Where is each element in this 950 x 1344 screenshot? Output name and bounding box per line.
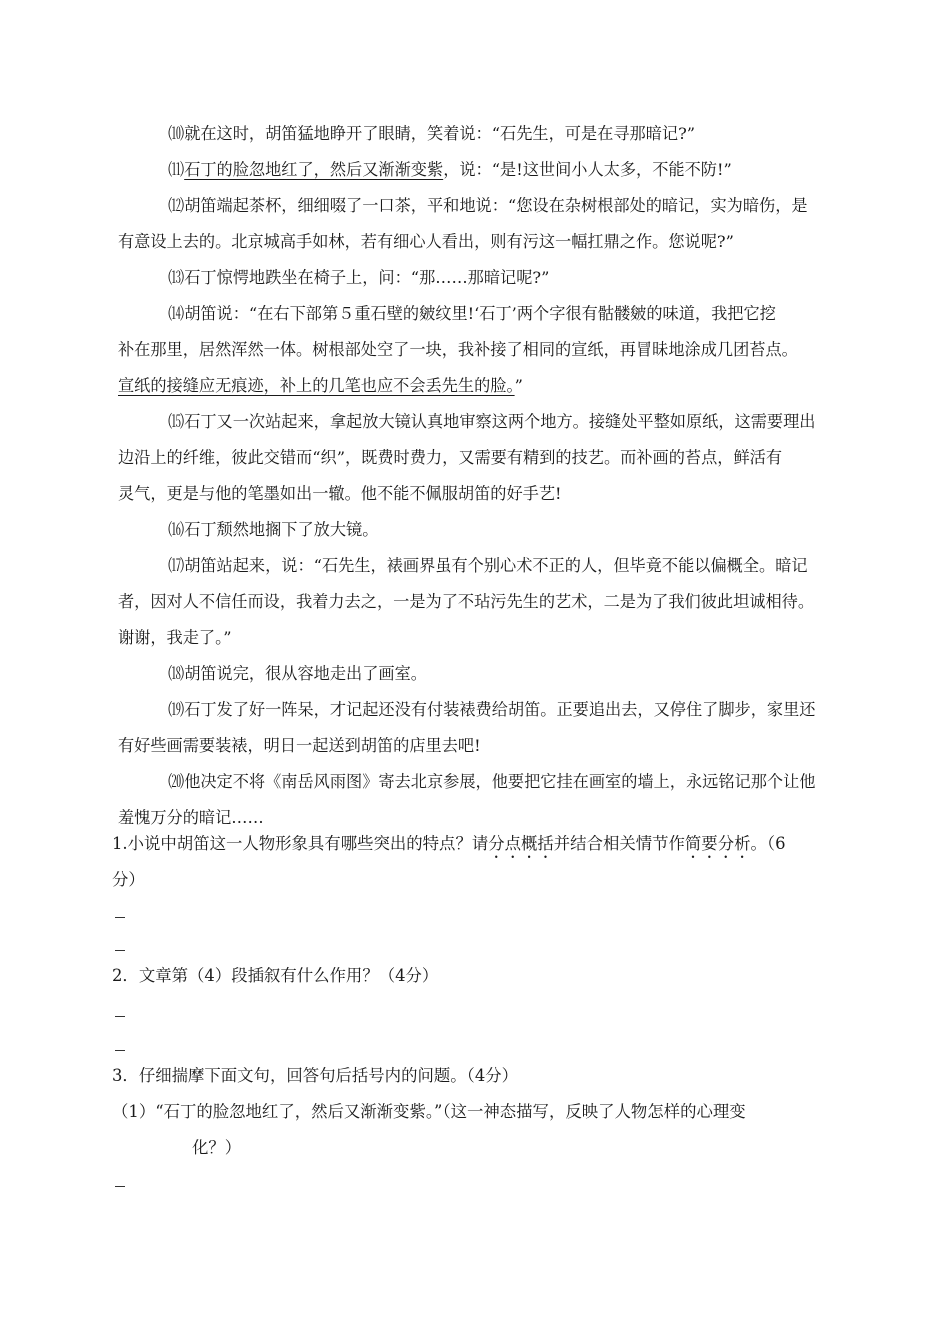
paragraph-text: 石丁又一次站起来，拿起放大镜认真地审察这两个地方。接缝处平整如原纸，这需要理出 — [184, 412, 816, 431]
question-text: 1.小说中胡笛这一人物形象具有哪些突出的特点？请 — [112, 834, 489, 853]
answer-blank[interactable] — [115, 917, 125, 918]
paragraph-text: 胡笛站起来，说：“石先生，裱画界虽有个别心术不正的人，但毕竟不能以偏概全。暗记 — [184, 556, 808, 575]
paragraph-text: 胡笛端起茶杯，细细啜了一口茶，平和地说：“您设在杂树根部处的暗记，实为暗伤，是 — [184, 196, 808, 215]
paragraph-20 — [0, 764, 950, 800]
paragraph-15-cont: 边沿上的纤维，彼此交错而“织”，既费时费力，又需要有精到的技艺。而补画的苔点，鲜活有 — [118, 448, 783, 467]
emphasis-text: 分点概括 — [488, 834, 554, 853]
paragraph-text: 胡笛说完，很从容地走出了画室。 — [184, 664, 427, 683]
paragraph-number: ⒁ — [168, 304, 185, 323]
paragraph-text: 石丁发了好一阵呆，才记起还没有付装裱费给胡笛。正要追出去，又停住了脚步，家里还 — [184, 700, 816, 719]
paragraph-text: 他决定不将《南岳风雨图》寄去北京参展，他要把它挂在画室的墙上，永远铭记那个让他 — [184, 772, 816, 791]
answer-blank[interactable] — [115, 1016, 125, 1017]
answer-blank[interactable] — [115, 950, 125, 951]
paragraph-number: ⒂ — [168, 412, 185, 431]
question-1 — [0, 826, 950, 862]
answer-blank[interactable] — [115, 1186, 125, 1187]
paragraph-text: 石丁惊愕地跌坐在椅子上，问：“那……那暗记呢?” — [184, 268, 550, 287]
answer-blank[interactable] — [115, 1050, 125, 1051]
paragraph-number: ⒀ — [168, 268, 185, 287]
question-3-sub-1-cont: 化？） — [192, 1138, 242, 1157]
paragraph-19-cont: 有好些画需要装裱，明日一起送到胡笛的店里去吧! — [118, 736, 481, 755]
paragraph-16 — [0, 512, 950, 548]
paragraph-15-cont2: 灵气，更是与他的笔墨如出一辙。他不能不佩服胡笛的好手艺! — [118, 484, 562, 503]
closing-quote: ” — [514, 376, 523, 395]
question-text: 。（6 — [750, 834, 786, 853]
paragraph-number: ⒃ — [168, 520, 185, 539]
paragraph-number: ⑾ — [168, 160, 185, 179]
paragraph-12 — [0, 188, 950, 224]
paragraph-number: ⒇ — [168, 772, 185, 791]
question-3: 3．仔细揣摩下面文句，回答句后括号内的问题。（4分） — [112, 1066, 519, 1085]
paragraph-15 — [0, 404, 950, 440]
paragraph-14-cont2 — [0, 368, 950, 404]
question-1-cont: 分） — [112, 870, 145, 889]
paragraph-12-cont: 有意设上去的。北京城高手如林，若有细心人看出，则有污这一幅扛鼎之作。您说呢?” — [118, 232, 734, 251]
paragraph-11 — [0, 152, 950, 188]
paragraph-number: ⑿ — [168, 196, 185, 215]
paragraph-14-cont: 补在那里，居然浑然一体。树根部处空了一块，我补接了相同的宣纸，再冒昧地涂成几团苔点。 — [118, 340, 798, 359]
question-text: 并结合相关情节作 — [553, 834, 685, 853]
paragraph-18 — [0, 656, 950, 692]
paragraph-number: ⒄ — [168, 556, 185, 575]
paragraph-text: 胡笛说：“在右下部第５重石壁的皴纹里!‘石丁’两个字很有骷髅皴的味道，我把它挖 — [184, 304, 776, 323]
question-3-sub-1: （1）“石丁的脸忽地红了，然后又渐渐变紫。”（这一神态描写，反映了人物怎样的心理变 — [112, 1102, 746, 1121]
paragraph-20-cont: 羞愧万分的暗记…… — [118, 808, 264, 827]
paragraph-number: ⒅ — [168, 664, 185, 683]
paragraph-17-cont: 者，因对人不信任而设，我着力去之，一是为了不玷污先生的艺术，二是为了我们彼此坦诚相待。 — [118, 592, 815, 611]
paragraph-17-cont2: 谢谢，我走了。” — [118, 628, 232, 647]
paragraph-19 — [0, 692, 950, 728]
paragraph-text: 就在这时，胡笛猛地睁开了眼睛，笑着说：“石先生，可是在寻那暗记?” — [184, 124, 696, 143]
paragraph-text: ，说：“是!这世间小人太多，不能不防!” — [443, 160, 732, 179]
emphasis-text: 简要分析 — [684, 834, 751, 853]
paragraph-13 — [0, 260, 950, 296]
paragraph-number: ⒆ — [168, 700, 185, 719]
paragraph-text: 石丁颓然地搁下了放大镜。 — [184, 520, 379, 539]
paragraph-14 — [0, 296, 950, 332]
paragraph-number: ⑽ — [168, 124, 185, 143]
paragraph-17 — [0, 548, 950, 584]
underlined-sentence: 宣纸的接缝应无痕迹，补上的几笔也应不会丢先生的脸。 — [118, 376, 515, 395]
paragraph-10 — [0, 116, 950, 152]
underlined-sentence: 石丁的脸忽地红了，然后又渐渐变紫 — [184, 160, 444, 179]
question-2: 2．文章第（4）段插叙有什么作用？（4分） — [112, 966, 439, 985]
